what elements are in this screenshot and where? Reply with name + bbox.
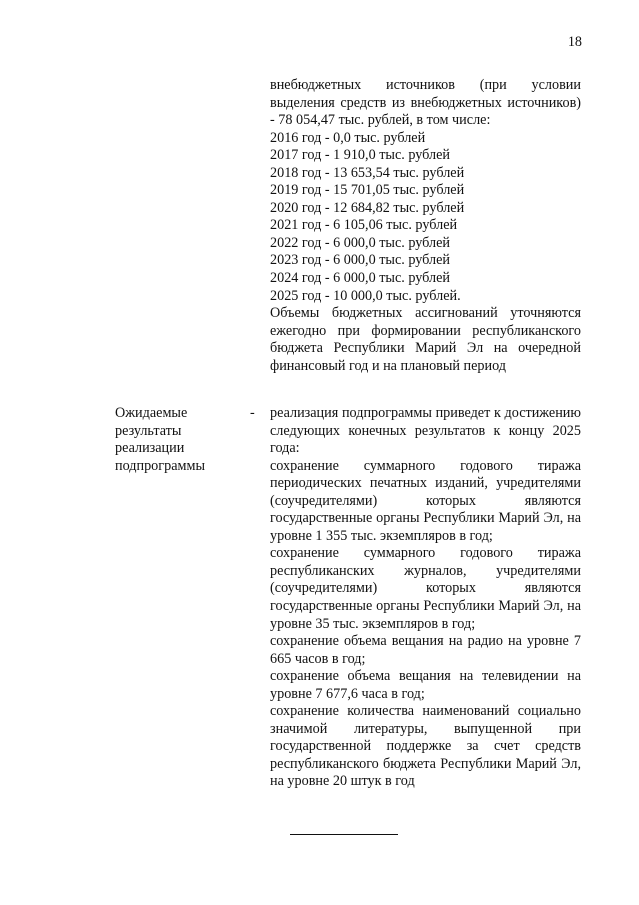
funding-year-2017: 2017 год - 1 910,0 тыс. рублей <box>270 147 450 164</box>
funding-year-2024: 2024 год - 6 000,0 тыс. рублей <box>270 270 450 287</box>
results-label <box>115 405 225 475</box>
result-item: сохранение суммарного годового тиража республиканских журналов, учредителями (соучредителями) которых являются государственные органы Республики Марий Эл, на уровне 35 тыс. экземпляров в год; <box>270 545 581 632</box>
funding-year-2021: 2021 год - 6 105,06 тыс. рублей <box>270 217 458 234</box>
funding-year-2020: 2020 год - 12 684,82 тыс. рублей <box>270 199 465 216</box>
result-item: сохранение количества наименований социально значимой литературы, выпущенной при государственной поддержке за счет средств республиканского бюджета Республики Марий Эл, на уровне 20 штук в год <box>270 703 581 790</box>
result-item: сохранение объема вещания на радио на уровне 7 665 часов в год; <box>270 633 581 667</box>
funding-year-2022: 2022 год - 6 000,0 тыс. рублей <box>270 234 450 251</box>
funding-year-2025: 2025 год - 10 000,0 тыс. рублей. <box>270 287 461 304</box>
funding-intro: внебюджетных источников (при условии выделения средств из внебюджетных источников) - 78 054,47 тыс. рублей, в том числе: <box>270 77 581 129</box>
result-item: сохранение суммарного годового тиража периодических печатных изданий, учредителями (соучредителями) которых являются государственные органы Республики Марий Эл, на уровне 1 355 тыс. экземпляров в год; <box>270 457 581 544</box>
results-label-text: Ожидаемые результаты реализации подпрограммы <box>115 405 205 474</box>
funding-year-2023: 2023 год - 6 000,0 тыс. рублей <box>270 252 450 269</box>
funding-section <box>270 77 581 375</box>
results-section <box>270 405 581 791</box>
funding-year-2016: 2016 год - 0,0 тыс. рублей <box>270 129 426 146</box>
funding-note: Объемы бюджетных ассигнований уточняются ежегодно при формировании республиканского бюджета Республики Марий Эл на очередной финансовый год и на плановый период <box>270 305 581 374</box>
results-dash: - <box>250 405 255 421</box>
funding-year-2019: 2019 год - 15 701,05 тыс. рублей <box>270 182 465 199</box>
funding-year-2018: 2018 год - 13 653,54 тыс. рублей <box>270 164 465 181</box>
footer-divider <box>290 834 398 835</box>
result-item: сохранение объема вещания на телевидении на уровне 7 677,6 часа в год; <box>270 668 581 702</box>
page-number: 18 <box>567 34 582 50</box>
results-intro: реализация подпрограммы приведет к достижению следующих конечных результатов к концу 2025 года: <box>270 405 581 457</box>
